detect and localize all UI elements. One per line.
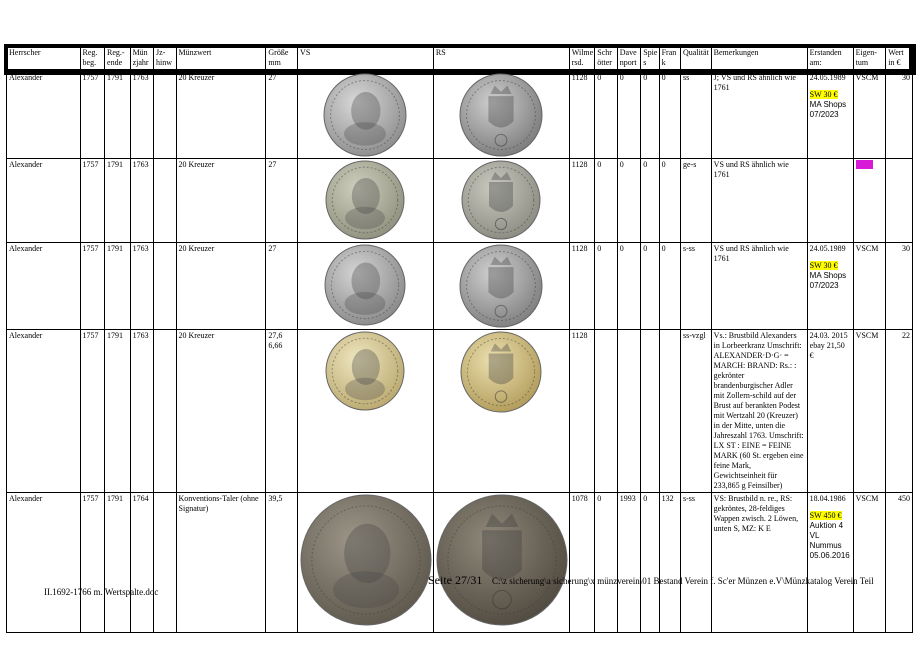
header-jz-hinw: Jz-hinw <box>154 47 176 72</box>
header-reg-beg: Reg. beg. <box>80 47 105 72</box>
header-row <box>7 47 913 72</box>
table-row <box>7 72 913 159</box>
cell-vs <box>298 159 434 243</box>
purchase-source: MA Shops 07/2023 <box>809 100 847 119</box>
cell-erstanden <box>807 72 853 159</box>
cell-qualitaet: ss <box>681 72 712 159</box>
cell-eigentum <box>853 330 886 493</box>
coin-obverse-image <box>323 73 407 157</box>
cell-reg-ende: 1791 <box>105 72 131 159</box>
header-reg-ende: Reg.- ende <box>105 47 131 72</box>
cell-qualitaet: ge-s <box>681 159 712 243</box>
cell-schroetter: 0 <box>595 493 617 633</box>
cell-groesse: 27 <box>266 72 298 159</box>
coin-reverse-image <box>461 160 541 240</box>
cell-eigentum <box>853 243 886 330</box>
cell-bemerkungen: Vs.: Brustbild Alexanders in Lorbeerkranz Umschrift: ALEXANDER·D·G· = MARCH: BRAND: Rs.: : gekrönter brandenburgischer Adler mit Zollern-schild auf der Brust auf berankten Podest mit Wertzahl 20 (Kreuzer) in der Mitte, unten die Jahreszahl 1763. Umschrift: LX ST : EINE = FEINE MARK (60 St. ergeben eine feine Mark, Gewichtseinheit für 233,865 g Feinsilber) <box>711 330 807 493</box>
cell-vs <box>298 330 434 493</box>
cell-spies: 0 <box>641 159 659 243</box>
cell-frank <box>659 330 680 493</box>
cell-muenzjahr: 1763 <box>130 330 153 493</box>
cell-spies: 0 <box>641 493 659 633</box>
cell-reg-ende: 1791 <box>105 159 131 243</box>
header-erstanden: Erstanden am: <box>807 47 853 72</box>
header-muenzjahr: Mün zjahr <box>130 47 153 72</box>
cell-davenport: 0 <box>617 243 640 330</box>
owner-label: VSCM <box>855 331 879 340</box>
coin-reverse-image <box>460 331 542 413</box>
coin-reverse-image <box>459 244 543 328</box>
cell-frank: 0 <box>659 72 680 159</box>
cell-muenzwert: 20 Kreuzer <box>176 159 266 243</box>
cell-wert: 22 <box>886 330 913 493</box>
cell-groesse: 27 <box>266 243 298 330</box>
cell-vs <box>298 493 434 633</box>
cell-rs <box>433 159 569 243</box>
cell-reg-beg: 1757 <box>80 159 105 243</box>
value-highlight: SW 450 € <box>809 511 842 520</box>
purchase-source: Auktion 4 VL Nummus 05.06.2016 <box>809 521 850 560</box>
value-highlight: SW 30 € <box>809 261 838 270</box>
cell-reg-ende: 1791 <box>105 493 131 633</box>
cell-herrscher: Alexander <box>7 243 81 330</box>
cell-jz-hinw <box>154 159 176 243</box>
cell-groesse: 39,5 <box>266 493 298 633</box>
cell-wilme: 1128 <box>569 159 595 243</box>
purchase-date: 24.03. 2015 ebay 21,50 € <box>809 331 848 360</box>
table-row <box>7 330 913 493</box>
cell-muenzwert: Konventions-Taler (ohne Signatur) <box>176 493 266 633</box>
coin-obverse-image <box>324 244 406 326</box>
table-row <box>7 159 913 243</box>
cell-bemerkungen: J; VS und RS ähnlich wie 1761 <box>711 72 807 159</box>
cell-frank: 0 <box>659 159 680 243</box>
cell-eigentum <box>853 493 886 633</box>
coin-obverse-image <box>325 331 405 411</box>
cell-wert: 450 <box>886 493 913 633</box>
cell-reg-beg: 1757 <box>80 72 105 159</box>
purchase-date: 24.05.1989 <box>809 73 846 82</box>
cell-rs <box>433 493 569 633</box>
cell-erstanden <box>807 159 853 243</box>
purchase-date: 18.04.1986 <box>809 494 846 503</box>
cell-bemerkungen: VS und RS ähnlich wie 1761 <box>711 243 807 330</box>
cell-jz-hinw <box>154 493 176 633</box>
value-highlight: SW 30 € <box>809 90 838 99</box>
header-herrscher: Herrscher <box>7 47 81 72</box>
cell-jz-hinw <box>154 330 176 493</box>
cell-spies <box>641 330 659 493</box>
coin-reverse-image <box>459 73 543 157</box>
cell-schroetter: 0 <box>595 243 617 330</box>
cell-wilme: 1128 <box>569 330 595 493</box>
cell-schroetter: 0 <box>595 159 617 243</box>
header-wilme: Wilme rsd. <box>569 47 595 72</box>
table-row <box>7 243 913 330</box>
cell-erstanden <box>807 330 853 493</box>
cell-spies: 0 <box>641 72 659 159</box>
cell-davenport: 0 <box>617 72 640 159</box>
cell-muenzwert: 20 Kreuzer <box>176 72 266 159</box>
cell-wilme: 1078 <box>569 493 595 633</box>
cell-rs <box>433 243 569 330</box>
cell-davenport: 1993 <box>617 493 640 633</box>
cell-bemerkungen: VS: Brustbild n. re., RS: gekröntes, 28-feldiges Wappen zwisch. 2 Löwen, unten S, MZ: K E <box>711 493 807 633</box>
owner-label: VSCM <box>855 244 879 253</box>
cell-wilme: 1128 <box>569 243 595 330</box>
cell-schroetter <box>595 330 617 493</box>
header-wert: Wert in € <box>886 47 913 72</box>
cell-qualitaet: s-ss <box>681 493 712 633</box>
file-name: II.1692-1766 m. Wertspalte.doc <box>44 587 159 597</box>
cell-rs <box>433 72 569 159</box>
cell-qualitaet: s-ss <box>681 243 712 330</box>
cell-erstanden <box>807 243 853 330</box>
cell-davenport <box>617 330 640 493</box>
cell-herrscher: Alexander <box>7 72 81 159</box>
cell-groesse: 27 <box>266 159 298 243</box>
cell-wert: 30 <box>886 72 913 159</box>
header-spies: Spie s <box>641 47 659 72</box>
header-vs: VS <box>298 47 434 72</box>
cell-muenzjahr: 1763 <box>130 159 153 243</box>
header-qualitaet: Qualität <box>681 47 712 72</box>
cell-reg-beg: 1757 <box>80 243 105 330</box>
header-davenport: Dave nport <box>617 47 640 72</box>
file-path: C:\z sicherung\a sicherung\x münzverein\01 Bestand Verein f. Sc'er Münzen e.V\Münzkatalog Verein Teil <box>492 576 874 586</box>
cell-wilme: 1128 <box>569 72 595 159</box>
cell-frank: 132 <box>659 493 680 633</box>
cell-eigentum <box>853 159 886 243</box>
coin-reverse-image <box>436 494 568 626</box>
owner-label: VSCM <box>855 73 879 82</box>
cell-frank: 0 <box>659 243 680 330</box>
header-rs: RS <box>433 47 569 72</box>
cell-jz-hinw <box>154 72 176 159</box>
cell-eigentum <box>853 72 886 159</box>
owner-label: GBV <box>855 160 873 169</box>
purchase-date: 24.05.1989 <box>809 244 846 253</box>
cell-wert <box>886 159 913 243</box>
cell-reg-ende: 1791 <box>105 330 131 493</box>
cell-groesse: 27,6 6,66 <box>266 330 298 493</box>
cell-herrscher: Alexander <box>7 330 81 493</box>
cell-muenzwert: 20 Kreuzer <box>176 243 266 330</box>
cell-muenzjahr: 1763 <box>130 243 153 330</box>
cell-schroetter: 0 <box>595 72 617 159</box>
cell-reg-beg: 1757 <box>80 330 105 493</box>
cell-bemerkungen: VS und RS ähnlich wie 1761 <box>711 159 807 243</box>
cell-reg-ende: 1791 <box>105 243 131 330</box>
cell-rs <box>433 330 569 493</box>
cell-herrscher: Alexander <box>7 493 81 633</box>
header-schroetter: Schr ötter <box>595 47 617 72</box>
cell-muenzjahr: 1763 <box>130 72 153 159</box>
header-muenzwert: Münzwert <box>176 47 266 72</box>
cell-muenzwert: 20 Kreuzer <box>176 330 266 493</box>
page-number: Seite 27/31 <box>428 573 483 587</box>
cell-vs <box>298 72 434 159</box>
coin-catalog-table <box>6 46 913 633</box>
cell-davenport: 0 <box>617 159 640 243</box>
header-frank: Fran k <box>659 47 680 72</box>
table-row <box>7 493 913 633</box>
cell-muenzjahr: 1764 <box>130 493 153 633</box>
cell-wert: 30 <box>886 243 913 330</box>
header-groesse: Größe mm <box>266 47 298 72</box>
cell-reg-beg: 1757 <box>80 493 105 633</box>
coin-obverse-image <box>300 494 432 626</box>
coin-obverse-image <box>325 160 405 240</box>
owner-label: VSCM <box>855 494 879 503</box>
cell-erstanden <box>807 493 853 633</box>
cell-qualitaet: ss-vzgl <box>681 330 712 493</box>
header-bemerkungen: Bemerkungen <box>711 47 807 72</box>
cell-herrscher: Alexander <box>7 159 81 243</box>
cell-jz-hinw <box>154 243 176 330</box>
cell-vs <box>298 243 434 330</box>
header-eigentum: Eigen- tum <box>853 47 886 72</box>
cell-spies: 0 <box>641 243 659 330</box>
purchase-source: MA Shops 07/2023 <box>809 271 847 290</box>
